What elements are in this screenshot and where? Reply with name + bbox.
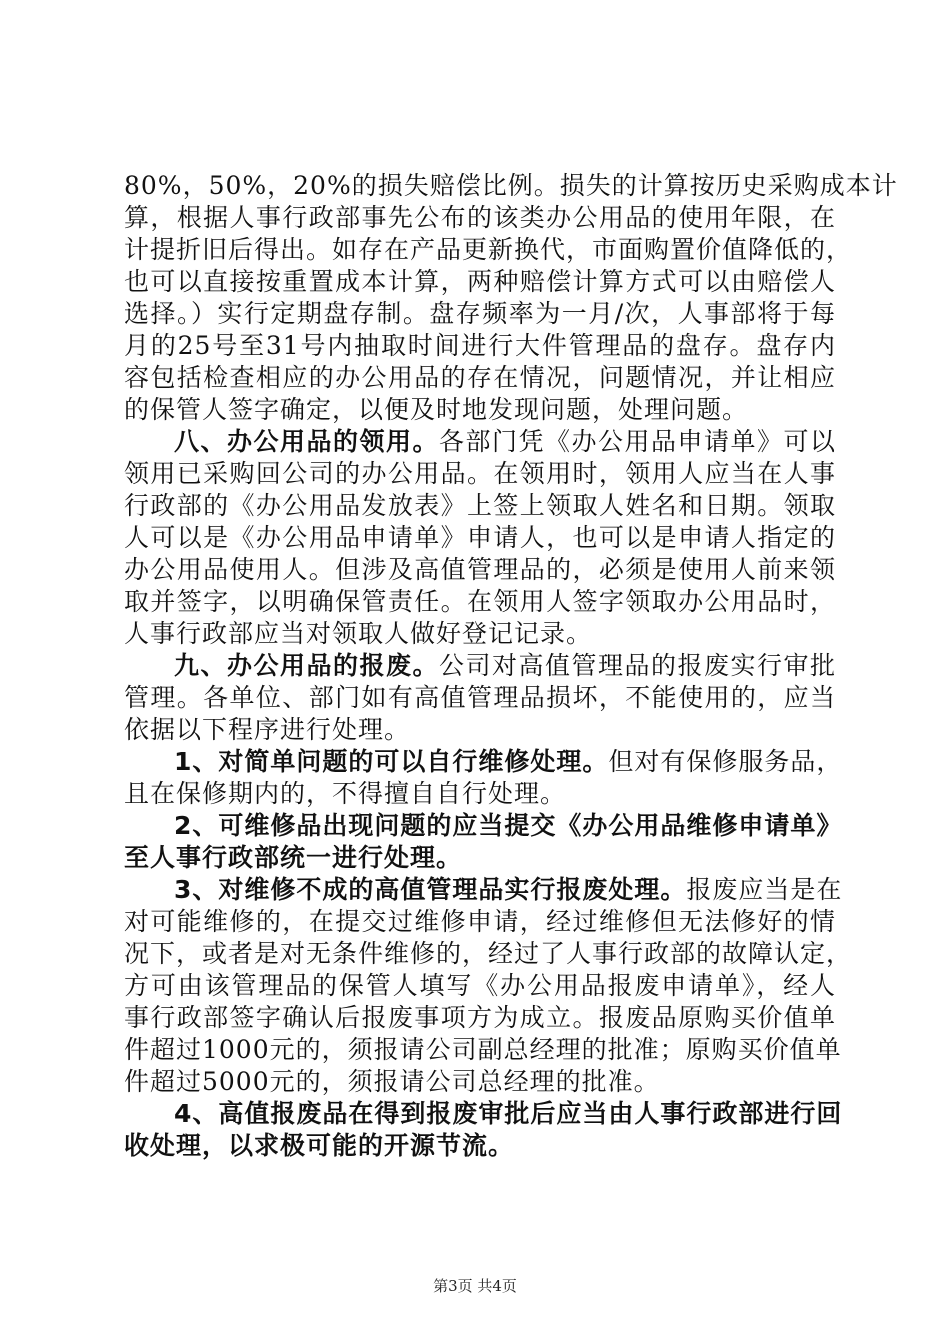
page-footer: 第3页 共4页 <box>433 1277 517 1295</box>
bold-text-segment: 3、对维修不成的高值管理品实行报废处理。 <box>174 875 687 904</box>
text-line <box>124 778 836 810</box>
bold-text-segment: 2、可维修品出现问题的应当提交《办公用品维修申请单》 <box>174 811 843 840</box>
bold-text-segment: 至人事行政部统一进行处理。 <box>124 843 463 872</box>
text-line <box>124 1066 836 1098</box>
text-line <box>124 266 836 298</box>
text-line <box>124 394 836 426</box>
text-segment: 依据以下程序进行处理。 <box>124 715 411 744</box>
text-segment: 事行政部签字确认后报废事项方为成立。报废品原购买价值单 <box>124 1003 836 1032</box>
text-line <box>124 1034 842 1066</box>
text-segment: 报废应当是在 <box>686 875 843 904</box>
text-line <box>124 714 836 746</box>
text-line <box>124 810 843 842</box>
text-segment: 公司对高值管理品的报废实行审批 <box>439 651 836 680</box>
text-line <box>124 554 836 586</box>
text-line <box>124 298 836 330</box>
text-segment: 行政部的《办公用品发放表》上签上领取人姓名和日期。领取 <box>124 491 836 520</box>
text-line <box>124 618 836 650</box>
text-segment: 人可以是《办公用品申请单》申请人，也可以是申请人指定的 <box>124 523 836 552</box>
text-segment: 领用已采购回公司的办公用品。在领用时，领用人应当在人事 <box>124 459 836 488</box>
text-line <box>124 938 853 970</box>
text-line <box>124 842 836 874</box>
text-line <box>124 1130 836 1162</box>
text-line <box>124 202 836 234</box>
text-line <box>124 746 843 778</box>
text-line <box>124 650 836 682</box>
text-line <box>124 362 836 394</box>
text-line <box>124 874 843 906</box>
text-line <box>124 970 836 1002</box>
bold-text-segment: 4、高值报废品在得到报废审批后应当由人事行政部进行回 <box>174 1099 843 1128</box>
text-segment: 对可能维修的，在提交过维修申请，经过维修但无法修好的情 <box>124 907 836 936</box>
bold-text-segment: 1、对简单问题的可以自行维修处理。 <box>174 747 609 776</box>
text-segment: 月的25号至31号内抽取时间进行大件管理品的盘存。盘存内 <box>124 331 836 360</box>
text-segment: 的保管人签字确定，以便及时地发现问题，处理问题。 <box>124 395 749 424</box>
text-segment: 且在保修期内的，不得擅自自行处理。 <box>124 779 567 808</box>
text-segment: 各部门凭《办公用品申请单》可以 <box>439 427 836 456</box>
text-line <box>124 234 853 266</box>
text-line <box>124 1098 843 1130</box>
text-segment: 人事行政部应当对领取人做好登记记录。 <box>124 619 593 648</box>
text-segment: 容包括检查相应的办公用品的存在情况，问题情况，并让相应 <box>124 363 836 392</box>
document-body <box>124 170 898 1162</box>
text-line <box>124 170 898 202</box>
text-segment: 80%，50%，20%的损失赔偿比例。损失的计算按历史采购成本计 <box>124 171 898 200</box>
text-line <box>124 490 836 522</box>
text-segment: 况下，或者是对无条件维修的，经过了人事行政部的故障认定， <box>124 939 853 968</box>
text-segment: 件超过5000元的，须报请公司总经理的批准。 <box>124 1067 660 1096</box>
text-segment: 计提折旧后得出。如存在产品更新换代，市面购置价值降低的， <box>124 235 853 264</box>
text-segment: 件超过1000元的，须报请公司副总经理的批准；原购买价值单 <box>124 1035 842 1064</box>
text-line <box>124 522 836 554</box>
bold-text-segment: 收处理，以求极可能的开源节流。 <box>124 1131 515 1160</box>
bold-text-segment: 九、办公用品的报废。 <box>174 651 439 680</box>
text-line <box>124 586 836 618</box>
text-segment: 办公用品使用人。但涉及高值管理品的，必须是使用人前来领 <box>124 555 836 584</box>
text-line <box>124 458 836 490</box>
text-segment: 方可由该管理品的保管人填写《办公用品报废申请单》，经人 <box>124 971 836 1000</box>
text-segment: 选择。）实行定期盘存制。盘存频率为一月/次，人事部将于每 <box>124 299 836 328</box>
text-line <box>124 1002 836 1034</box>
text-line <box>124 906 836 938</box>
bold-text-segment: 八、办公用品的领用。 <box>174 427 439 456</box>
text-line <box>124 330 836 362</box>
text-segment: 管理。各单位、部门如有高值管理品损坏，不能使用的，应当 <box>124 683 836 712</box>
text-line <box>124 426 836 458</box>
text-segment: 取并签字，以明确保管责任。在领用人签字领取办公用品时， <box>124 587 836 616</box>
text-segment: 也可以直接按重置成本计算，两种赔偿计算方式可以由赔偿人 <box>124 267 836 296</box>
text-line <box>124 682 836 714</box>
text-segment: 算，根据人事行政部事先公布的该类办公用品的使用年限，在 <box>124 203 836 232</box>
text-segment: 但对有保修服务品， <box>608 747 843 776</box>
